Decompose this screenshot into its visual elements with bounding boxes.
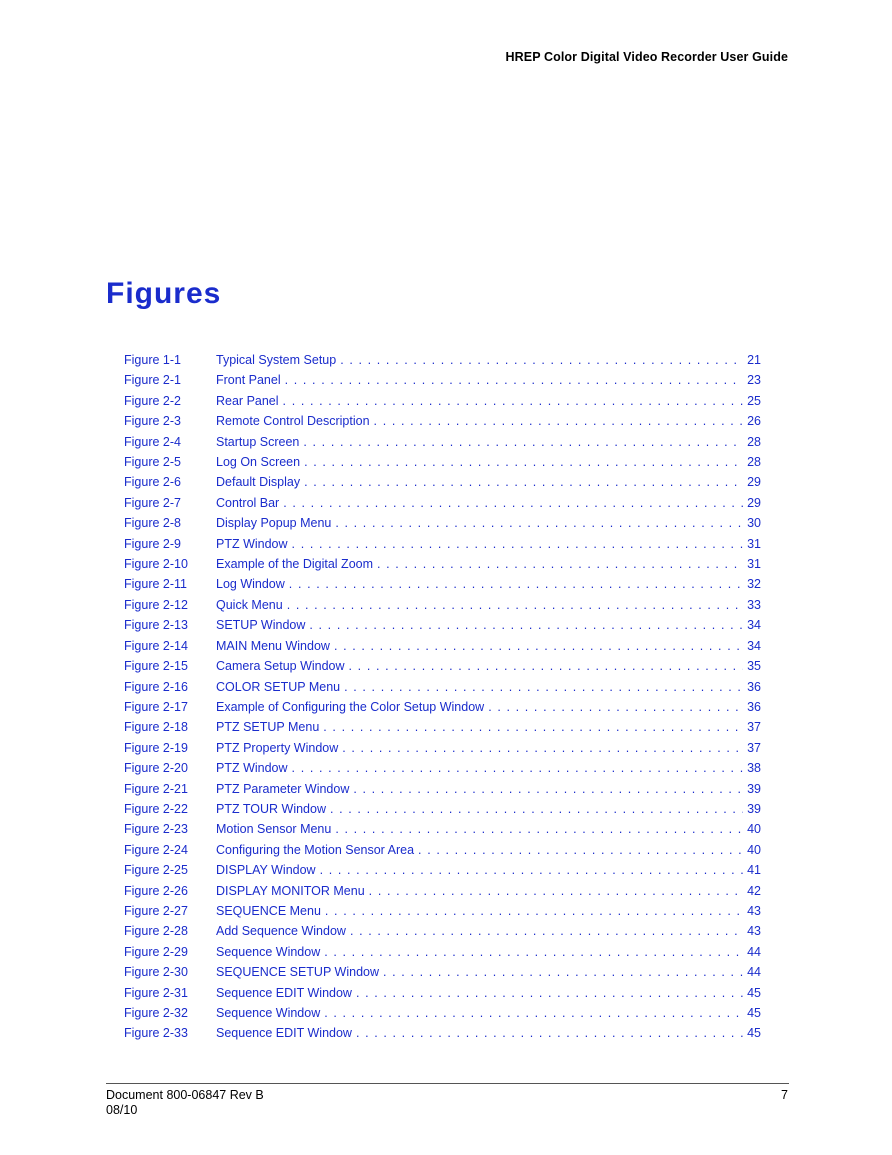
figure-page-number[interactable]: 36 (747, 679, 761, 694)
figure-number[interactable]: Figure 2-33 (124, 1026, 188, 1041)
figure-number[interactable]: Figure 2-10 (124, 557, 188, 572)
running-header: HREP Color Digital Video Recorder User Guide (505, 50, 788, 64)
figure-entry[interactable] (124, 720, 761, 740)
figure-number[interactable]: Figure 2-26 (124, 883, 188, 898)
dot-leader (335, 822, 743, 836)
figure-entry[interactable] (124, 1026, 761, 1046)
figure-number[interactable]: Figure 2-21 (124, 781, 188, 796)
figure-entry[interactable] (124, 782, 761, 802)
figure-page-number[interactable]: 45 (747, 985, 761, 1000)
figure-entry[interactable] (124, 843, 761, 863)
figure-title-link[interactable]: Typical System Setup (216, 353, 337, 367)
figure-page-number[interactable]: 37 (747, 720, 761, 735)
figure-entry[interactable] (124, 822, 761, 842)
figure-title-link[interactable]: PTZ Property Window (216, 740, 339, 755)
dot-leader (289, 577, 743, 591)
figure-title-link[interactable]: PTZ Parameter Window (216, 781, 350, 796)
figure-page-number[interactable]: 25 (747, 393, 761, 408)
figure-number[interactable]: Figure 2-30 (124, 965, 188, 980)
figure-page-number[interactable]: 31 (747, 536, 761, 551)
figure-page-number[interactable]: 44 (747, 944, 761, 959)
figure-number[interactable]: Figure 2-25 (124, 863, 188, 878)
figure-number[interactable]: Figure 2-8 (124, 516, 181, 531)
figure-title-link[interactable]: SETUP Window (216, 618, 306, 633)
figure-entry[interactable] (124, 863, 761, 883)
figure-title-link[interactable]: Front Panel (216, 373, 281, 388)
figure-title-link[interactable]: Control Bar (216, 495, 280, 510)
figure-number[interactable]: Figure 2-24 (124, 842, 188, 857)
figure-entry[interactable] (124, 435, 761, 455)
dot-leader (283, 394, 744, 408)
dot-leader (285, 373, 743, 387)
figure-entry[interactable] (124, 965, 761, 985)
figure-number[interactable]: Figure 2-27 (124, 903, 188, 918)
figure-page-number[interactable]: 32 (747, 577, 761, 592)
dot-leader (304, 455, 743, 469)
dot-leader (369, 884, 743, 898)
figure-page-number[interactable]: 43 (747, 924, 761, 939)
dot-leader (377, 557, 743, 571)
figure-page-number[interactable]: 40 (747, 822, 761, 837)
figure-title-link[interactable]: Sequence EDIT Window (216, 1026, 352, 1041)
figure-number[interactable]: Figure 2-14 (124, 638, 188, 653)
figure-entry[interactable] (124, 394, 761, 414)
figure-number[interactable]: Figure 2-11 (124, 577, 187, 592)
figure-title-link[interactable]: PTZ SETUP Menu (216, 720, 320, 735)
figure-number[interactable]: Figure 2-9 (124, 536, 181, 551)
figure-title-link[interactable]: Add Sequence Window (216, 924, 346, 939)
dot-leader (350, 924, 743, 938)
figure-number[interactable]: Figure 2-1 (124, 373, 181, 388)
figure-number[interactable]: Figure 2-5 (124, 455, 181, 470)
dot-leader (330, 802, 743, 816)
figure-page-number[interactable]: 42 (747, 883, 761, 898)
figure-title-link[interactable]: Example of the Digital Zoom (216, 557, 374, 572)
figure-number[interactable]: Figure 2-23 (124, 822, 188, 837)
figure-title-link[interactable]: Configuring the Motion Sensor Area (216, 842, 415, 857)
figure-title-link[interactable]: Log On Screen (216, 455, 301, 470)
figure-number[interactable]: Figure 2-22 (124, 801, 188, 816)
figure-page-number[interactable]: 35 (747, 659, 761, 674)
figure-page-number[interactable]: 30 (747, 516, 761, 531)
figure-number[interactable]: Figure 2-31 (124, 985, 188, 1000)
dot-leader (334, 639, 743, 653)
dot-leader (325, 904, 743, 918)
figure-number[interactable]: Figure 2-12 (124, 597, 188, 612)
dot-leader (356, 1026, 743, 1040)
figure-entry[interactable] (124, 680, 761, 700)
figure-page-number[interactable]: 37 (747, 740, 761, 755)
figure-entry[interactable] (124, 945, 761, 965)
dot-leader (349, 659, 744, 673)
dot-leader (356, 986, 743, 1000)
figure-number[interactable]: Figure 2-19 (124, 740, 188, 755)
figure-page-number[interactable]: 45 (747, 1026, 761, 1041)
figure-title-link[interactable]: PTZ Window (216, 536, 288, 551)
dot-leader (488, 700, 743, 714)
figure-number[interactable]: Figure 2-3 (124, 414, 181, 429)
figure-entry[interactable] (124, 537, 761, 557)
figure-page-number[interactable]: 45 (747, 1006, 761, 1020)
figure-entry[interactable] (124, 475, 761, 495)
dot-leader (287, 598, 743, 612)
figure-page-number[interactable]: 28 (747, 455, 761, 470)
figure-number[interactable]: Figure 2-28 (124, 924, 188, 939)
figure-page-number[interactable]: 31 (747, 557, 761, 572)
figure-page-number[interactable]: 28 (747, 434, 761, 449)
figure-page-number[interactable]: 21 (747, 353, 761, 367)
figure-page-number[interactable]: 39 (747, 801, 761, 816)
figure-title-link[interactable]: DISPLAY MONITOR Menu (216, 883, 365, 898)
figure-number[interactable]: Figure 2-18 (124, 720, 188, 735)
dot-leader (344, 680, 743, 694)
figures-list (124, 353, 761, 1047)
figure-number[interactable]: Figure 2-6 (124, 475, 181, 490)
dot-leader (309, 618, 743, 632)
dot-leader (303, 435, 743, 449)
figure-title-link[interactable]: Remote Control Description (216, 414, 370, 429)
figure-entry[interactable] (124, 516, 761, 536)
figure-entry[interactable] (124, 353, 761, 373)
figure-page-number[interactable]: 44 (747, 965, 761, 980)
figure-number[interactable]: Figure 2-32 (124, 1006, 188, 1020)
figure-number[interactable]: Figure 1-1 (124, 353, 181, 367)
figure-page-number[interactable]: 33 (747, 597, 761, 612)
figure-title-link[interactable]: Default Display (216, 475, 301, 490)
figure-entry[interactable] (124, 557, 761, 577)
figure-entry[interactable] (124, 761, 761, 781)
dot-leader (335, 516, 743, 530)
figure-page-number[interactable]: 29 (747, 495, 761, 510)
figure-entry[interactable] (124, 373, 761, 393)
figure-number[interactable]: Figure 2-20 (124, 761, 188, 776)
dot-leader (292, 761, 744, 775)
figure-number[interactable]: Figure 2-4 (124, 434, 181, 449)
figure-page-number[interactable]: 38 (747, 761, 761, 776)
figure-title-link[interactable]: MAIN Menu Window (216, 638, 330, 653)
figure-page-number[interactable]: 43 (747, 903, 761, 918)
figure-number[interactable]: Figure 2-16 (124, 679, 188, 694)
figure-title-link[interactable]: PTZ TOUR Window (216, 801, 326, 816)
figure-title-link[interactable]: Sequence Window (216, 1006, 321, 1020)
figure-title-link[interactable]: Rear Panel (216, 393, 279, 408)
figure-title-link[interactable]: PTZ Window (216, 761, 288, 776)
dot-leader (374, 414, 744, 428)
figure-entry[interactable] (124, 700, 761, 720)
figure-number[interactable]: Figure 2-15 (124, 659, 188, 674)
figure-page-number[interactable]: 23 (747, 373, 761, 388)
figure-title-link[interactable]: COLOR SETUP Menu (216, 679, 341, 694)
figure-title-link[interactable]: Startup Screen (216, 434, 300, 449)
figure-title-link[interactable]: SEQUENCE Menu (216, 903, 321, 918)
figure-page-number[interactable]: 29 (747, 475, 761, 490)
footer-document-info (106, 1088, 264, 1118)
figure-page-number[interactable]: 34 (747, 638, 761, 653)
figure-entry[interactable] (124, 924, 761, 944)
figure-number[interactable]: Figure 2-17 (124, 699, 188, 714)
figure-entry[interactable] (124, 986, 761, 1006)
figure-title-link[interactable]: Sequence Window (216, 944, 321, 959)
figure-number[interactable]: Figure 2-13 (124, 618, 188, 633)
footer-divider (106, 1083, 789, 1084)
figure-number[interactable]: Figure 2-2 (124, 393, 181, 408)
figure-entry[interactable] (124, 414, 761, 434)
figure-entry[interactable] (124, 577, 761, 597)
figure-page-number[interactable]: 41 (747, 863, 761, 878)
figure-entry[interactable] (124, 639, 761, 659)
figure-page-number[interactable]: 40 (747, 842, 761, 857)
dot-leader (418, 843, 743, 857)
dot-leader (320, 863, 744, 877)
dot-leader (342, 741, 743, 755)
figure-entry[interactable] (124, 1006, 761, 1026)
dot-leader (292, 537, 744, 551)
figure-title-link[interactable]: Sequence EDIT Window (216, 985, 352, 1000)
figure-title-link[interactable]: DISPLAY Window (216, 863, 316, 878)
figure-entry[interactable] (124, 741, 761, 761)
figure-number[interactable]: Figure 2-7 (124, 495, 181, 510)
dot-leader (383, 965, 743, 979)
document-date: 08/10 (106, 1103, 138, 1117)
figure-entry[interactable] (124, 496, 761, 516)
figure-entry[interactable] (124, 455, 761, 475)
figure-page-number[interactable]: 39 (747, 781, 761, 796)
dot-leader (324, 945, 743, 959)
figure-entry[interactable] (124, 904, 761, 924)
figure-entry[interactable] (124, 598, 761, 618)
figure-entry[interactable] (124, 802, 761, 822)
figure-entry[interactable] (124, 884, 761, 904)
page-number: 7 (781, 1088, 788, 1102)
dot-leader (340, 353, 743, 367)
document-number: Document 800-06847 Rev B (106, 1088, 264, 1102)
figure-number[interactable]: Figure 2-29 (124, 944, 188, 959)
page-title: Figures (106, 277, 222, 310)
figure-title-link[interactable]: Log Window (216, 577, 285, 592)
figure-title-link[interactable]: Example of Configuring the Color Setup Window (216, 699, 485, 714)
figure-page-number[interactable]: 26 (747, 414, 761, 429)
dot-leader (304, 475, 743, 489)
dot-leader (283, 496, 743, 510)
figure-title-link[interactable]: Quick Menu (216, 597, 283, 612)
dot-leader (323, 720, 743, 734)
figure-title-link[interactable]: Motion Sensor Menu (216, 822, 332, 837)
dot-leader (353, 782, 743, 796)
figure-title-link[interactable]: Display Popup Menu (216, 516, 332, 531)
figure-page-number[interactable]: 36 (747, 699, 761, 714)
figure-page-number[interactable]: 34 (747, 618, 761, 633)
figure-title-link[interactable]: Camera Setup Window (216, 659, 345, 674)
figure-entry[interactable] (124, 659, 761, 679)
dot-leader (324, 1006, 743, 1020)
figure-entry[interactable] (124, 618, 761, 638)
figure-title-link[interactable]: SEQUENCE SETUP Window (216, 965, 380, 980)
